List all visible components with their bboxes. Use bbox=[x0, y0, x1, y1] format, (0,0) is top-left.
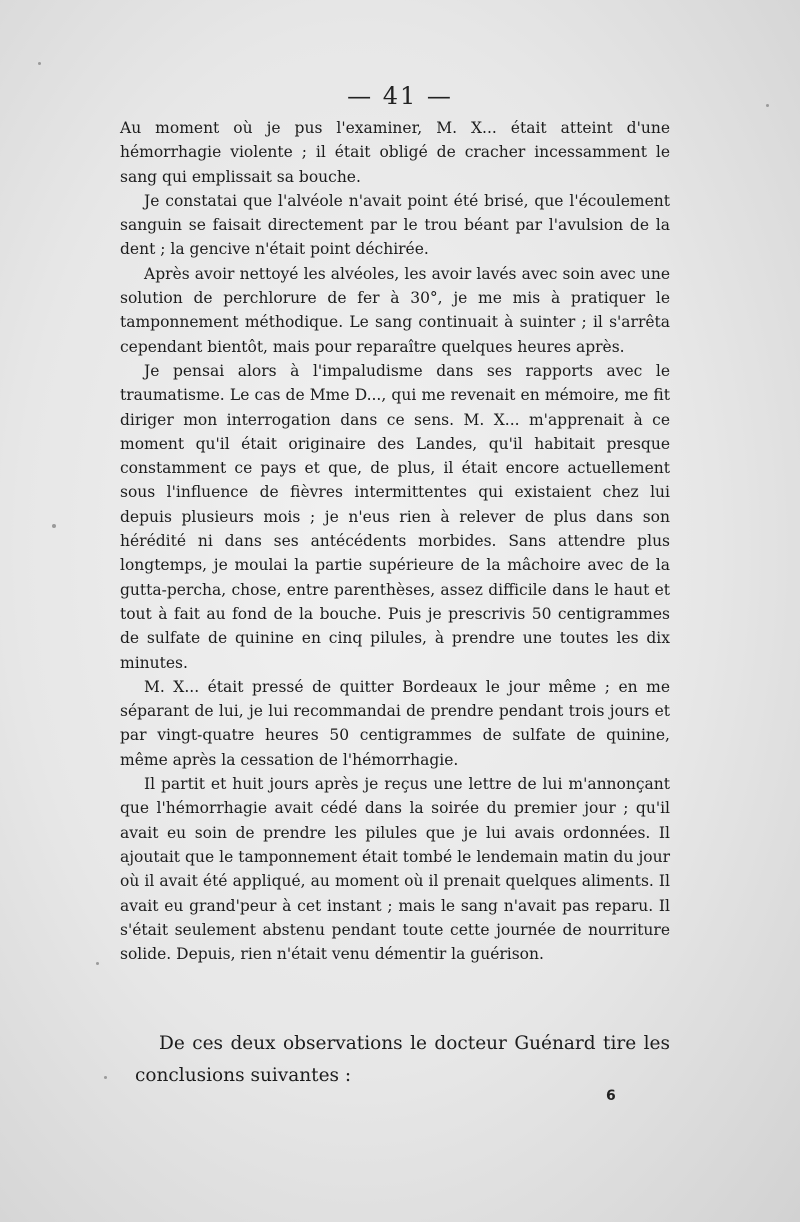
paragraph-3: Après avoir nettoyé les alvéoles, les avoir lavés avec soin avec une solution de perchlorure de fer à 30°, je me mis à pratiquer le tamponnement méthodique. Le sang continuait à suinter ; il s'arrêta cependant bientôt, mais pour reparaître quelques heures après. bbox=[120, 264, 670, 356]
body-text bbox=[120, 116, 670, 966]
conclusion-heading: De ces deux observations le docteur Guénard tire les conclusions suivantes : bbox=[135, 1033, 670, 1086]
paper-speck bbox=[766, 104, 769, 107]
paper-speck bbox=[96, 962, 99, 965]
paragraph-5: M. X... était pressé de quitter Bordeaux le jour même ; en me séparant de lui, je lui recommandai de prendre pendant trois jours et par vingt-quatre heures 50 centigrammes de sulfate de quinine, même après la cessation de l'hémorrhagie. bbox=[120, 677, 670, 769]
paper-speck bbox=[52, 524, 56, 528]
paper-speck bbox=[38, 62, 41, 65]
paragraph-4: Je pensai alors à l'impaludisme dans ses rapports avec le traumatisme. Le cas de Mme D..., qui me revenait en mémoire, me fit diriger mon interrogation dans ce sens. M. X... m'apprenait à ce moment qu'il était originaire des Landes, qu'il habitait presque constamment ce pays et que, de plus, il était encore actuellement sous l'influence de fièvres intermittentes qui existaient chez lui depuis plusieurs mois ; je n'eus rien à relever de plus dans son hérédité ni dans ses antécédents morbides. Sans attendre plus longtemps, je moulai la partie supérieure de la mâchoire avec de la gutta-percha, chose, entre parenthèses, assez difficile dans le haut et tout à fait au fond de la bouche. Puis je prescrivis 50 centigrammes de sulfate de quinine en cinq pilules, à prendre une toutes les dix minutes. bbox=[120, 361, 670, 672]
paragraph-1: Au moment où je pus l'examiner, M. X... était atteint d'une hémorrhagie violente ; il était obligé de cracher incessamment le sang qui emplissait sa bouche. bbox=[120, 119, 670, 186]
page-number: — 41 — bbox=[347, 82, 453, 110]
paragraph-2: Je constatai que l'alvéole n'avait point été brisé, que l'écoulement sanguin se faisait directement par le trou béant par l'avulsion de la dent ; la gencive n'était point déchirée. bbox=[120, 191, 670, 259]
signature-mark: 6 bbox=[606, 1088, 616, 1104]
paragraph-6: Il partit et huit jours après je reçus une lettre de lui m'annonçant que l'hémorrhagie avait cédé dans la soirée du premier jour ; qu'il avait eu soin de prendre les pilules que je lui avais ordonnées. Il ajoutait que le tamponnement était tombé le lendemain matin du jour où il avait été appliqué, au moment où il prenait quelques aliments. Il avait eu grand'peur à cet instant ; mais le sang n'avait pas reparu. Il s'était seulement abstenu pendant toute cette journée de nourriture solide. Depuis, rien n'était venu démentir la guérison. bbox=[120, 775, 670, 964]
paper-speck bbox=[104, 1076, 107, 1079]
